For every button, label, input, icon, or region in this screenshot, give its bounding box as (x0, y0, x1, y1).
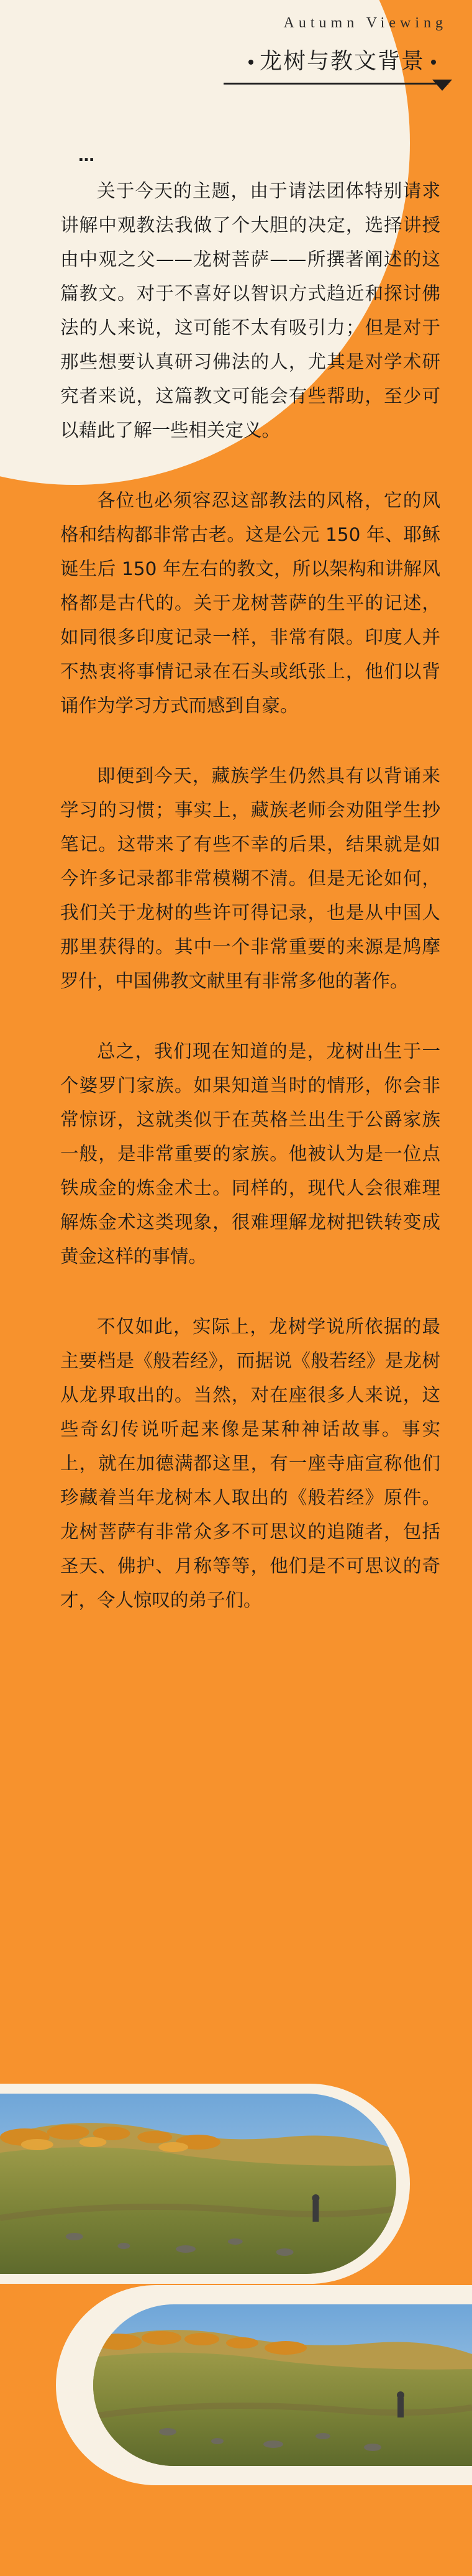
bullet-dot-icon (431, 60, 436, 65)
grassland-scene-image (93, 2304, 472, 2466)
paragraph: 即便到今天，藏族学生仍然具有以背诵来学习的习惯；事实上，藏族老师会劝阻学生抄笔记。这带来了有些不幸的后果，结果就是如今许多记录都非常模糊不清。但是无论如何，我们关于龙树的些许可得记录，也是从中国人那里获得的。其中一个非常重要的来源是鸠摩罗什，中国佛教文献里有非常多他的著作。 (60, 765, 440, 991)
landscape-photo (0, 2094, 396, 2274)
header-subtitle: Autumn Viewing (283, 15, 447, 31)
article-body (60, 132, 440, 1654)
triangle-pointer-icon (432, 80, 452, 91)
paragraph: 总之，我们现在知道的是，龙树出生于一个婆罗门家族。如果知道当时的情形，你会非常惊讶，这就类似于在英格兰出生于公爵家族一般，是非常重要的家族。他被认为是一位点铁成金的炼金术士。同样的，现代人会很难理解炼金术这类现象，很难理解龙树把铁转变成黄金这样的事情。 (60, 1041, 440, 1267)
bullet-dot-icon (248, 60, 253, 65)
landscape-photo (93, 2304, 472, 2466)
grassland-scene-image (0, 2094, 396, 2274)
paragraph: 不仅如此，实际上，龙树学说所依据的最主要档是《般若经》，而据说《般若经》是龙树从龙界取出的。当然，对在座很多人来说，这些奇幻传说听起来像是某种神话故事。事实上，就在加德满都这里，有一座寺庙宣称他们珍藏着当年龙树本人取出的《般若经》原件。龙树菩萨有非常众多不可思议的追随者，包括圣天、佛护、月称等等，他们是不可思议的奇才，令人惊叹的弟子们。 (60, 1316, 440, 1611)
page-title (242, 44, 442, 75)
ellipsis-marker: … (78, 147, 96, 165)
paragraph: 各位也必须容忍这部教法的风格，它的风格和结构都非常古老。这是公元 150 年、耶稣诞生后 150 年左右的教文，所以架构和讲解风格都是古代的。关于龙树菩萨的生平的记述，如同很多印度记录一样，非常有限。印度人并不热衷将事情记录在石头或纸张上，他们以背诵作为学习方式而感到自豪。 (60, 490, 440, 716)
paragraph: 关于今天的主题，由于请法团体特别请求讲解中观教法我做了个大胆的决定，选择讲授由中观之父——龙树菩萨——所撰著阐述的这篇教文。对于不喜好以智识方式趋近和探讨佛法的人来说，这可能不太有吸引力；但是对于那些想要认真研习佛法的人，尤其是对学术研究者来说，这篇教文可能会有些帮助，至少可以藉此了解一些相关定义。 (60, 180, 440, 441)
page-title-text: 龙树与教文背景 (259, 48, 425, 74)
title-underline (224, 83, 448, 85)
